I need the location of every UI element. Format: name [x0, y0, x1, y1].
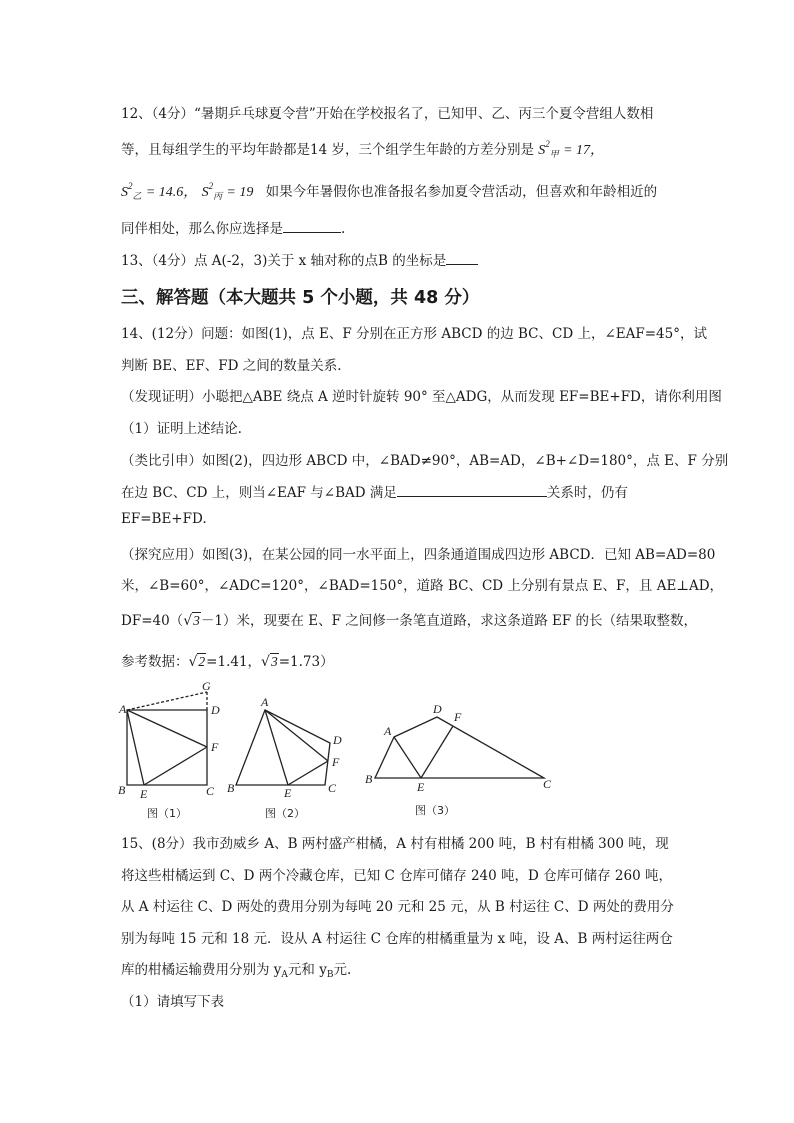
q12-line-1: 12、（4分）“暑期乒乓球夏令营”开始在学校报名了，已知甲、乙、丙三个夏令营组人数相 — [121, 106, 654, 122]
q14-line-11a: 参考数据： — [121, 654, 189, 670]
q14-line-11b: =1.41， — [206, 654, 262, 670]
fig3-caption: 图（3） — [415, 804, 455, 817]
fig3-label-a: A — [384, 724, 392, 738]
q14-line-5: （类比引申）如图(2)，四边形 ABCD 中，∠BAD≠90°，AB=AD，∠B+∠D=180°，点 E、F 分别 — [121, 453, 729, 469]
q14-line-4: （1）证明上述结论. — [121, 421, 242, 437]
fig2-label-f: F — [332, 755, 340, 769]
fig1-label-e: E — [140, 787, 148, 801]
fig1-line-ef — [144, 747, 207, 785]
q14-line-11 — [121, 650, 334, 670]
fig1-square — [127, 710, 207, 785]
q14-line-10a: DF=40（ — [121, 613, 184, 629]
variance-jia-value: = 17， — [563, 143, 605, 158]
q14-line-6 — [121, 481, 628, 501]
variance-yi-value: = 14.6， — [145, 185, 198, 200]
q12-answer-blank[interactable] — [283, 219, 341, 233]
q12-line-2 — [121, 138, 604, 159]
q14-line-2: 判断 BE、EF、FD 之间的数量关系. — [121, 358, 342, 374]
section-3-heading: 三、解答题（本大题共 5 个小题，共 48 分） — [121, 288, 480, 308]
fig1-label-a: A — [119, 702, 127, 716]
fig2-label-d: D — [333, 733, 342, 747]
q14-line-7: EF=BE+FD. — [121, 511, 207, 527]
fig2-label-b: B — [227, 781, 235, 795]
fig2-line-ae — [265, 710, 288, 785]
variance-bing: $S^2_丙$ — [201, 181, 223, 201]
fig1-label-c: C — [206, 784, 215, 798]
sqrt-3-symbol: √3 — [183, 613, 200, 629]
fig3-label-b: B — [365, 772, 373, 786]
q12-line-4-text: 同伴相处，那么你应选择是 — [121, 221, 283, 237]
q13-line — [121, 249, 478, 269]
sqrt-2-symbol: √2 — [188, 654, 206, 670]
variance-jia: $S^2_甲$ — [538, 139, 559, 159]
q15-sub-a: A — [281, 970, 288, 980]
q12-line-4-end: . — [341, 221, 346, 237]
q14-line-3: （发现证明）小聪把△ABE 绕点 A 逆时针旋转 90° 至△ADG，从而发现 EF=BE+FD，请你利用图 — [121, 389, 722, 405]
q14-line-1: 14、(12分）问题：如图(1)，点 E、F 分别在正方形 ABCD 的边 BC、CD 上，∠EAF=45°，试 — [121, 326, 707, 342]
fig2-label-e: E — [284, 786, 292, 800]
q12-line-3 — [121, 180, 657, 201]
q14-line-11c: =1.73） — [278, 654, 334, 670]
fig1-line-ae — [127, 710, 144, 785]
q13-answer-blank[interactable] — [446, 251, 478, 265]
q15-line-2: 将这些柑橘运到 C、D 两个冷藏仓库，已知 C 仓库可储存 240 吨，D 仓库可储存 260 吨， — [121, 868, 672, 884]
q15-line-6: （1）请填写下表 — [121, 994, 225, 1010]
fig2-label-c: C — [328, 781, 337, 795]
fig2-line-ef — [288, 761, 328, 785]
q13-text: 13、（4分）点 A(-2，3)关于 x 轴对称的点B 的坐标是 — [121, 253, 447, 269]
q15-line-5a: 库的柑橘运输费用分别为 y — [121, 962, 282, 978]
q15-line-5b: 元和 y — [287, 962, 327, 978]
fig3-label-f: F — [454, 710, 462, 724]
q15-line-4: 别为每吨 15 元和 18 元．设从 A 村运往 C 仓库的柑橘重量为 x 吨，设 A、B 两村运往两仓 — [121, 931, 673, 947]
q14-line-10 — [121, 609, 697, 629]
fig1-line-ag — [127, 692, 207, 710]
q14-line-6a: 在边 BC、CD 上，则当∠EAF 与∠BAD 满足 — [121, 485, 397, 501]
q12-line-3-text: 如果今年暑假你也准备报名参加夏令营活动，但喜欢和年龄相近的 — [265, 184, 658, 200]
q12-line-2-text: 等，且每组学生的平均年龄都是14 岁，三个组学生年龄的方差分别是 — [121, 142, 534, 158]
q15-line-5c: 元. — [333, 962, 352, 978]
fig1-label-b: B — [118, 783, 126, 797]
variance-bing-value: = 19 — [226, 185, 254, 200]
fig1-label-d: D — [211, 703, 220, 717]
fig3-label-e: E — [417, 780, 425, 794]
fig2-line-af — [265, 710, 328, 761]
fig3-line-ef — [421, 726, 453, 778]
fig3-label-d: D — [433, 702, 442, 716]
q15-sub-b: B — [326, 970, 334, 980]
q15-line-1: 15、(8分）我市劲威乡 A、B 两村盛产柑橘，A 村有柑橘 200 吨，B 村有柑橘 300 吨，现 — [121, 836, 669, 852]
fig3-line-ae — [394, 737, 421, 778]
q14-line-6b: 关系时，仍有 — [546, 485, 628, 501]
q12-line-4 — [121, 217, 345, 237]
fig2-quadrilateral — [236, 710, 330, 785]
fig1-label-f: F — [211, 740, 219, 754]
q15-line-5 — [121, 958, 351, 978]
q15-line-3: 从 A 村运往 C、D 两处的费用分别为每吨 20 元和 25 元，从 B 村运往 C、D 两处的费用分 — [121, 899, 674, 915]
q14-line-8: （探究应用）如图(3)，在某公园的同一水平面上，四条通道围成四边形 ABCD．已知 AB=AD=80 — [121, 547, 716, 563]
sqrt-3-symbol-ref: √3 — [261, 654, 278, 670]
variance-yi: $S^2_乙$ — [121, 181, 142, 201]
fig1-label-g: G — [202, 680, 211, 693]
q14-line-10b: －1）米，现要在 E、F 之间修一条笔直道路，求这条道路 EF 的长（结果取整数， — [200, 613, 698, 629]
q14-answer-blank[interactable] — [397, 483, 547, 497]
fig3-label-c: C — [543, 777, 552, 791]
fig1-line-af — [127, 710, 207, 747]
geometry-figures — [115, 680, 555, 820]
fig2-caption: 图（2） — [265, 807, 305, 820]
fig2-label-a: A — [261, 695, 269, 709]
q14-line-9: 米，∠B=60°，∠ADC=120°，∠BAD=150°，道路 BC、CD 上分别有景点 E、F，且 AE⊥AD， — [121, 578, 724, 594]
fig1-caption: 图（1） — [147, 807, 187, 820]
